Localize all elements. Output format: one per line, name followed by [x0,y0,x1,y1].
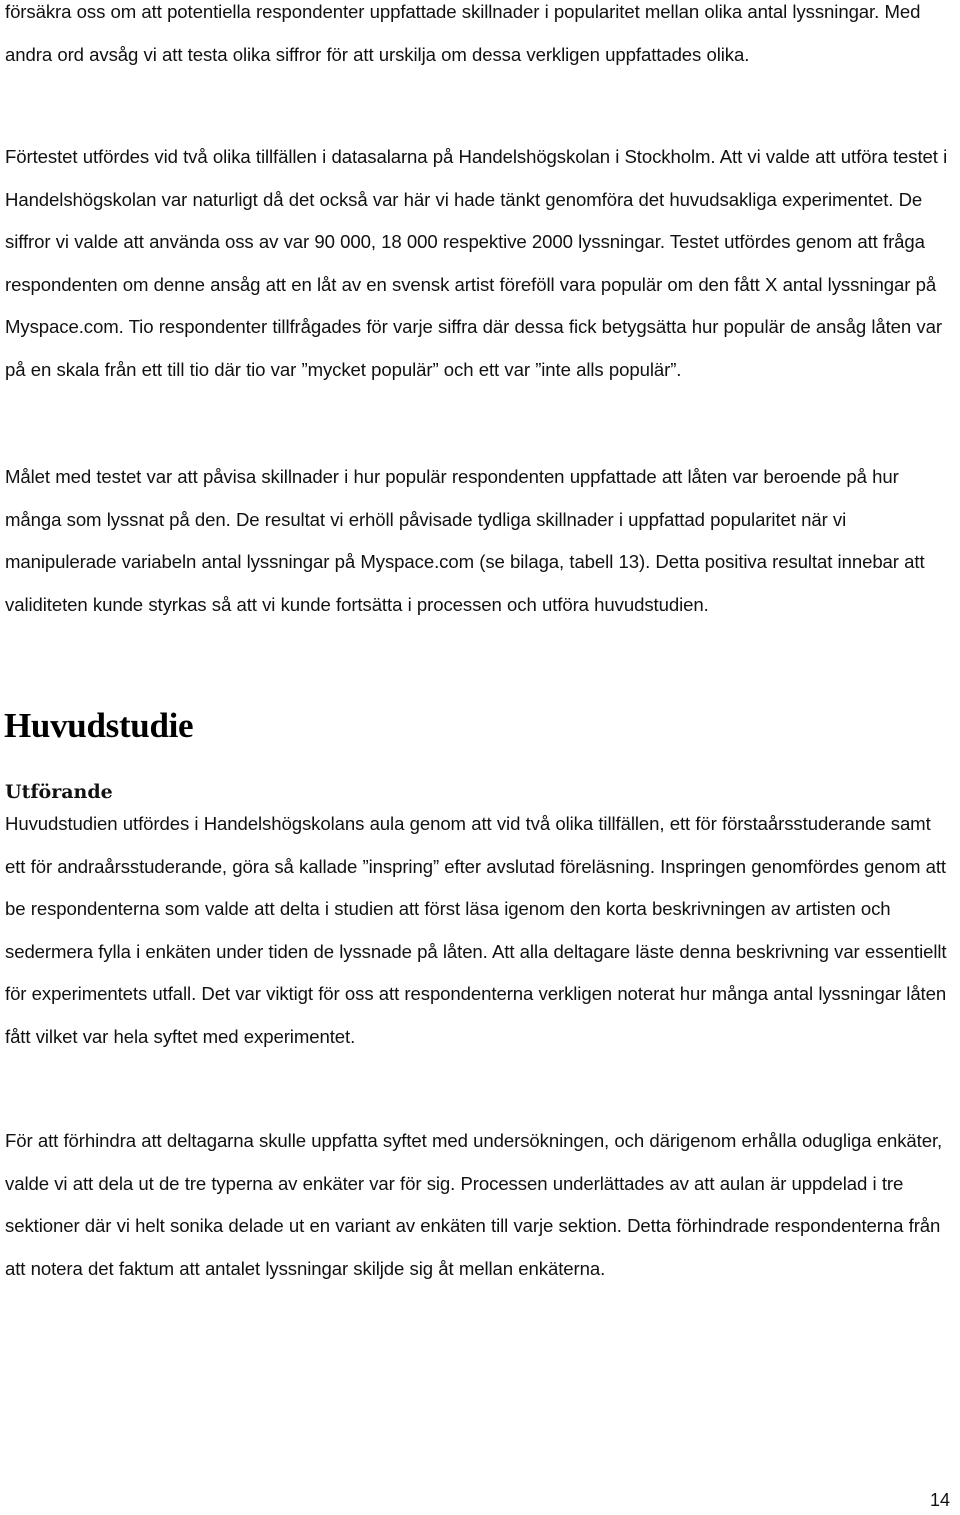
page-number: 14 [929,1490,950,1510]
paragraph-pretest-details: Att vi valde att utföra testet i Handelshögskolan var naturligt då det också var här vi hade tänkt genomföra det huvudsakliga experimentet. De siffror vi valde att använda oss av var 90 000, 18 000 respektive 2000 lyssningar. Testet utfördes genom att fråga respondenten om denne ansåg att en låt av en svensk artist föreföll vara populär om den fått X antal lyssningar på Myspace.com. Tio respondenter tillfrågades för varje siffra där dessa fick betygsätta hur populär de ansåg låten var på en skala från ett till tio där tio var ”mycket populär” och ett var ”inte alls populär”. [5,146,948,380]
paragraph-mainstudy-execution: Huvudstudien utfördes i Handelshögskolans aula genom att vid två olika tillfällen, ett för förstaårsstuderande samt ett för andraårsstuderande, göra så kallade ”inspring” efter avslutad föreläsning. Inspringen genomfördes genom att be respondenterna som valde att delta i studien att först läsa igenom den korta beskrivningen av artisten och sedermera fylla i enkäten under tiden de lyssnade på låten. Att alla deltagare läste denna beskrivning var essentiellt för experimentets utfall. Det var viktigt för oss att respondenterna verkligen noterat hur många antal lyssningar låten fått vilket var hela syftet med experimentet. [5,813,947,1047]
paragraph-mainstudy-distribution: För att förhindra att deltagarna skulle uppfatta syftet med undersökningen, och därigenom erhålla odugliga enkäter, valde vi att dela ut de tre typerna av enkäter var för sig. Processen underlättades av att aulan är uppdelad i tre sektioner där vi helt sonika delade ut en variant av enkäten till varje sektion. Detta förhindrade respondenterna från att notera det faktum att antalet lyssningar skiljde sig åt mellan enkäterna. [5,1130,943,1279]
paragraph-pretest-location: Förtestet utfördes vid två olika tillfällen i datasalarna på Handelshögskolan i Stockholm. [5,146,720,167]
paragraph-pretest-purpose: försäkra oss om att potentiella respondenter uppfattade skillnader i popularitet mellan olika antal lyssningar. Med andra ord avsåg vi att testa olika siffror för att urskilja om dessa verkligen uppfattades olika. [5,1,921,65]
section-heading: Huvudstudie [4,706,194,745]
subsection-heading: Utförande [5,781,113,803]
paragraph-pretest-result: Målet med testet var att påvisa skillnader i hur populär respondenten uppfattade att låten var beroende på hur många som lyssnat på den. De resultat vi erhöll påvisade tydliga skillnader i uppfattad popularitet när vi manipulerade variabeln antal lyssningar på Myspace.com (se bilaga, tabell 13). Detta positiva resultat innebar att validiteten kunde styrkas så att vi kunde fortsätta i processen och utföra huvudstudien. [5,466,925,615]
paragraph-pretest-method [5,136,953,392]
